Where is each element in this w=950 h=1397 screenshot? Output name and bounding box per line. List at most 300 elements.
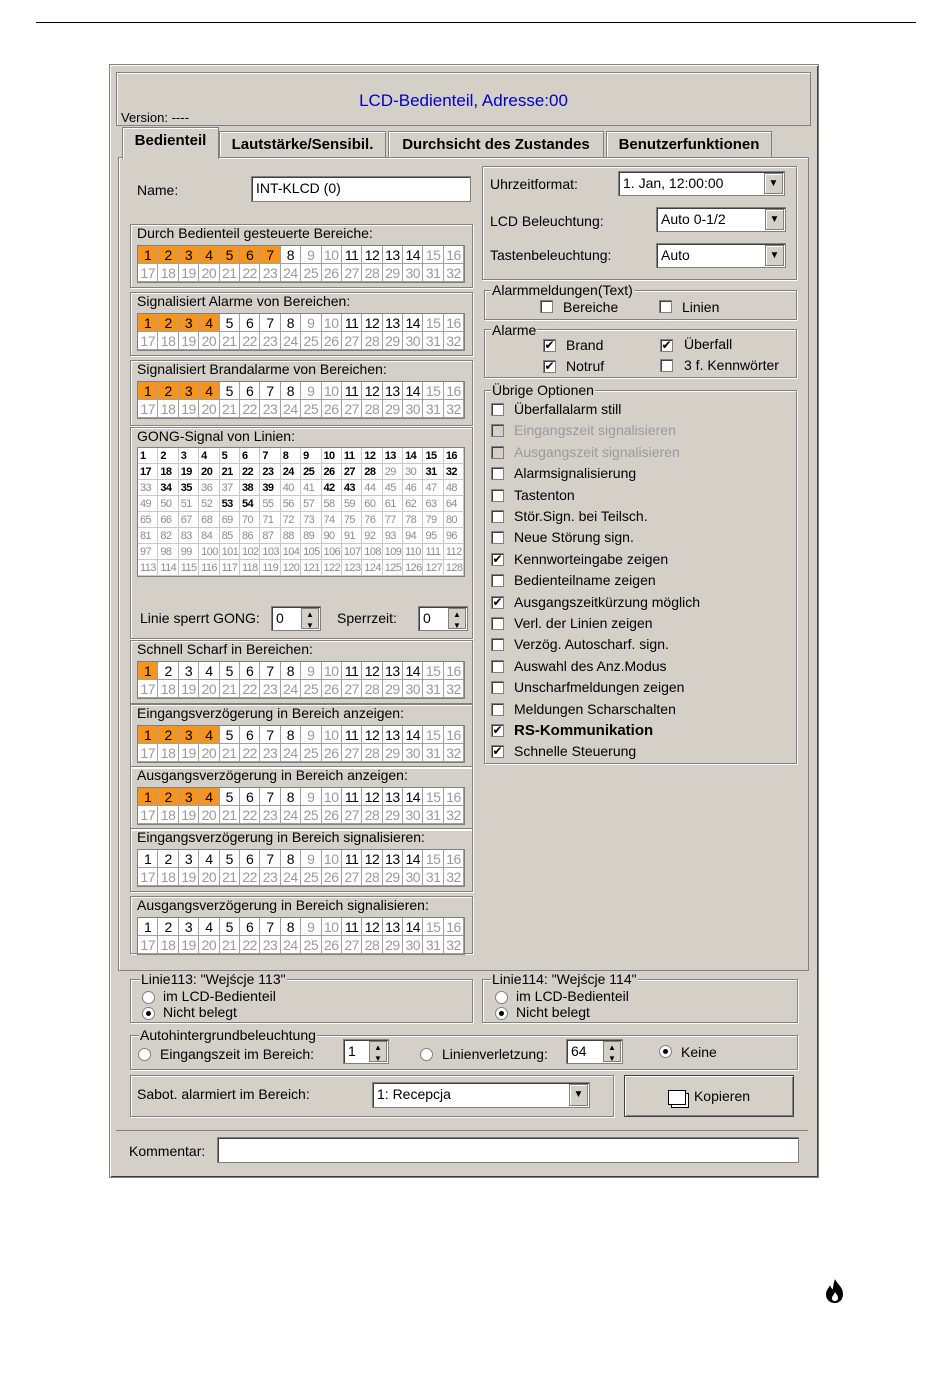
kennwoerter-checkbox[interactable] (660, 359, 673, 372)
area-cell[interactable]: 16 (444, 246, 464, 264)
gong-cell[interactable]: 59 (342, 496, 362, 512)
area-cell[interactable]: 30 (403, 936, 423, 954)
gong-cell[interactable]: 43 (342, 480, 362, 496)
gong-cell[interactable]: 80 (444, 512, 464, 528)
area-cell[interactable]: 31 (423, 332, 443, 350)
area-cell[interactable]: 20 (199, 264, 219, 282)
area-cell[interactable]: 25 (301, 744, 321, 762)
option-checkbox[interactable] (491, 703, 504, 716)
area-cell[interactable]: 6 (240, 382, 260, 400)
area-cell[interactable]: 21 (220, 868, 240, 886)
area-cell[interactable]: 32 (444, 400, 464, 418)
area-cell[interactable]: 31 (423, 400, 443, 418)
gong-cell[interactable]: 93 (383, 528, 403, 544)
gong-cell[interactable]: 83 (179, 528, 199, 544)
gong-cell[interactable]: 38 (240, 480, 260, 496)
option-checkbox[interactable]: ✔ (492, 744, 503, 759)
gong-cell[interactable]: 19 (179, 464, 199, 480)
gong-cell[interactable]: 110 (403, 544, 423, 560)
gong-cell[interactable]: 124 (364, 562, 381, 574)
gong-cell[interactable]: 65 (138, 512, 158, 528)
linie114-lcd-radio[interactable] (495, 991, 508, 1004)
option-checkbox[interactable] (491, 617, 504, 630)
area-cell[interactable]: 25 (301, 332, 321, 350)
linie113-lcd-radio[interactable] (142, 991, 155, 1004)
gong-cell[interactable]: 75 (342, 512, 362, 528)
area-cell[interactable]: 12 (362, 850, 382, 868)
area-cell[interactable]: 20 (199, 332, 219, 350)
area-cell[interactable]: 16 (444, 850, 464, 868)
area-cell[interactable]: 7 (260, 726, 280, 744)
area-cell[interactable]: 10 (322, 850, 342, 868)
area-cell[interactable]: 28 (362, 868, 382, 886)
gong-cell[interactable]: 94 (403, 528, 423, 544)
area-cell[interactable]: 11 (342, 726, 362, 744)
brand-checkbox[interactable]: ✔ (544, 338, 555, 352)
sperrzeit-spin[interactable]: ▲ ▼ (448, 608, 466, 629)
area-cell[interactable]: 5 (220, 918, 240, 936)
area-cell[interactable]: 6 (240, 918, 260, 936)
area-cell[interactable]: 28 (362, 264, 382, 282)
area-cell[interactable]: 2 (158, 662, 178, 680)
gong-cell[interactable]: 67 (179, 512, 199, 528)
gong-cell[interactable]: 78 (403, 512, 423, 528)
area-cell[interactable]: 21 (220, 806, 240, 824)
area-cell[interactable]: 18 (158, 806, 178, 824)
chevron-down-icon[interactable]: ▼ (765, 209, 784, 230)
tab-lautstaerke[interactable]: Lautstärke/Sensibil. (219, 131, 386, 158)
gong-cell[interactable]: 45 (383, 480, 403, 496)
area-cell[interactable]: 18 (158, 744, 178, 762)
linie-sperrt-spin[interactable]: ▲ ▼ (301, 608, 319, 629)
area-cell[interactable]: 24 (281, 744, 301, 762)
area-cell[interactable]: 11 (342, 246, 362, 264)
area-cell[interactable]: 18 (158, 868, 178, 886)
gong-cell[interactable]: 111 (423, 544, 443, 560)
area-cell[interactable]: 30 (403, 400, 423, 418)
gong-cell[interactable]: 34 (158, 480, 178, 496)
area-cell[interactable]: 31 (423, 744, 443, 762)
gong-cell[interactable]: 81 (138, 528, 158, 544)
area-cell[interactable]: 12 (362, 726, 382, 744)
option-checkbox[interactable]: ✔ (492, 551, 503, 566)
eingang-spin[interactable]: ▲ ▼ (369, 1041, 387, 1062)
area-cell[interactable]: 14 (403, 662, 423, 680)
area-cell[interactable]: 27 (342, 332, 362, 350)
area-cell[interactable]: 16 (444, 726, 464, 744)
gong-cell[interactable]: 33 (138, 480, 158, 496)
area-cell[interactable]: 19 (179, 868, 199, 886)
area-cell[interactable]: 22 (240, 264, 260, 282)
area-cell[interactable]: 2 (158, 850, 178, 868)
gong-cell[interactable]: 3 (179, 448, 199, 464)
area-cell[interactable]: 28 (362, 744, 382, 762)
area-cell[interactable]: 22 (240, 744, 260, 762)
area-cell[interactable]: 23 (260, 680, 280, 698)
gong-cell[interactable]: 22 (240, 464, 260, 480)
area-cell[interactable]: 9 (301, 726, 321, 744)
area-cell[interactable]: 19 (179, 744, 199, 762)
area-cell[interactable]: 21 (220, 936, 240, 954)
gong-cell[interactable]: 66 (158, 512, 178, 528)
area-cell[interactable]: 1 (138, 850, 158, 868)
gong-cell[interactable]: 31 (423, 464, 443, 480)
area-cell[interactable]: 3 (179, 314, 199, 332)
linien-radio[interactable] (420, 1048, 433, 1061)
gong-cell[interactable]: 82 (158, 528, 178, 544)
gong-cell[interactable]: 40 (281, 480, 301, 496)
tab-bedienteil[interactable]: Bedienteil (122, 127, 219, 159)
area-cell[interactable]: 3 (179, 246, 199, 264)
area-cell[interactable]: 1 (138, 314, 158, 332)
area-cell[interactable]: 8 (281, 662, 301, 680)
area-cell[interactable]: 7 (260, 246, 280, 264)
area-cell[interactable]: 5 (220, 382, 240, 400)
area-cell[interactable]: 17 (138, 806, 158, 824)
area-cell[interactable]: 21 (220, 744, 240, 762)
gong-cell[interactable]: 39 (260, 480, 280, 496)
option-checkbox[interactable] (491, 403, 504, 416)
tasten-select[interactable] (656, 243, 786, 268)
area-cell[interactable]: 1 (138, 246, 158, 264)
area-cell[interactable]: 3 (179, 382, 199, 400)
area-cell[interactable]: 18 (158, 936, 178, 954)
area-cell[interactable]: 18 (158, 264, 178, 282)
area-cell[interactable]: 16 (444, 918, 464, 936)
option-checkbox[interactable] (491, 446, 504, 459)
area-cell[interactable]: 20 (199, 806, 219, 824)
area-cell[interactable]: 16 (444, 662, 464, 680)
gong-cell[interactable]: 112 (444, 544, 464, 560)
area-cell[interactable]: 9 (301, 850, 321, 868)
gong-cell[interactable]: 12 (362, 448, 382, 464)
area-cell[interactable]: 15 (423, 246, 443, 264)
gong-cell[interactable]: 35 (179, 480, 199, 496)
area-cell[interactable]: 4 (199, 662, 219, 680)
area-cell[interactable]: 24 (281, 400, 301, 418)
area-cell[interactable]: 21 (220, 264, 240, 282)
gong-cell[interactable]: 125 (384, 562, 402, 574)
area-cell[interactable]: 19 (179, 680, 199, 698)
area-cell[interactable]: 22 (240, 680, 260, 698)
gong-cell[interactable]: 32 (444, 464, 464, 480)
area-cell[interactable]: 26 (322, 936, 342, 954)
gong-cell[interactable]: 61 (383, 496, 403, 512)
gong-cell[interactable]: 21 (220, 464, 240, 480)
area-cell[interactable]: 5 (220, 246, 240, 264)
gong-cell[interactable]: 100 (201, 546, 218, 558)
area-cell[interactable]: 10 (322, 662, 342, 680)
gong-cell[interactable]: 104 (282, 546, 300, 558)
area-cell[interactable]: 1 (138, 788, 158, 806)
gong-cell[interactable]: 30 (403, 464, 423, 480)
area-cell[interactable]: 17 (138, 332, 158, 350)
area-cell[interactable]: 23 (260, 868, 280, 886)
gong-cell[interactable]: 84 (199, 528, 219, 544)
tab-benutzerfunktionen[interactable]: Benutzerfunktionen (606, 131, 772, 158)
gong-cell[interactable]: 127 (425, 562, 443, 574)
area-cell[interactable]: 2 (158, 382, 178, 400)
gong-cell[interactable]: 102 (241, 546, 259, 558)
gong-cell[interactable]: 120 (282, 562, 300, 574)
gong-cell[interactable]: 106 (323, 546, 341, 558)
area-cell[interactable]: 11 (342, 918, 362, 936)
area-cell[interactable]: 30 (403, 680, 423, 698)
area-cell[interactable]: 26 (322, 744, 342, 762)
area-cell[interactable]: 8 (281, 788, 301, 806)
gong-cell[interactable]: 10 (322, 448, 342, 464)
area-cell[interactable]: 9 (301, 918, 321, 936)
gong-cell[interactable]: 60 (362, 496, 382, 512)
area-cell[interactable]: 14 (403, 726, 423, 744)
area-cell[interactable]: 8 (281, 246, 301, 264)
area-cell[interactable]: 23 (260, 332, 280, 350)
gong-cell[interactable]: 97 (138, 544, 158, 560)
uhrzeit-select[interactable] (618, 171, 785, 196)
area-cell[interactable]: 18 (158, 332, 178, 350)
area-cell[interactable]: 28 (362, 332, 382, 350)
gong-cell[interactable]: 16 (444, 448, 464, 464)
area-cell[interactable]: 15 (423, 850, 443, 868)
area-cell[interactable]: 32 (444, 868, 464, 886)
gong-cell[interactable]: 69 (220, 512, 240, 528)
gong-cell[interactable]: 11 (342, 448, 362, 464)
area-cell[interactable]: 8 (281, 918, 301, 936)
gong-cell[interactable]: 95 (423, 528, 443, 544)
area-cell[interactable]: 14 (403, 382, 423, 400)
gong-cell[interactable]: 14 (403, 448, 423, 464)
gong-cell[interactable]: 50 (158, 496, 178, 512)
area-cell[interactable]: 27 (342, 264, 362, 282)
option-checkbox[interactable] (491, 489, 504, 502)
gong-cell[interactable]: 26 (322, 464, 342, 480)
area-cell[interactable]: 10 (322, 314, 342, 332)
gong-cell[interactable]: 121 (303, 562, 320, 574)
area-cell[interactable]: 11 (342, 382, 362, 400)
area-cell[interactable]: 9 (301, 788, 321, 806)
area-cell[interactable]: 24 (281, 868, 301, 886)
gong-cell[interactable]: 6 (240, 448, 260, 464)
area-cell[interactable]: 13 (383, 918, 403, 936)
option-checkbox[interactable] (491, 510, 504, 523)
area-cell[interactable]: 31 (423, 806, 443, 824)
area-cell[interactable]: 27 (342, 400, 362, 418)
gong-cell[interactable]: 122 (323, 562, 341, 574)
area-cell[interactable]: 26 (322, 680, 342, 698)
option-checkbox[interactable] (491, 681, 504, 694)
area-cell[interactable]: 3 (179, 788, 199, 806)
gong-cell[interactable]: 74 (322, 512, 342, 528)
area-cell[interactable]: 21 (220, 680, 240, 698)
chevron-down-icon[interactable]: ▼ (569, 1084, 588, 1106)
gong-cell[interactable]: 44 (362, 480, 382, 496)
area-cell[interactable]: 22 (240, 936, 260, 954)
area-cell[interactable]: 3 (179, 662, 199, 680)
tab-durchsicht[interactable]: Durchsicht des Zustandes (388, 131, 604, 158)
area-cell[interactable]: 24 (281, 806, 301, 824)
sabot-select[interactable] (372, 1082, 590, 1108)
area-cell[interactable]: 14 (403, 918, 423, 936)
area-cell[interactable]: 32 (444, 936, 464, 954)
gong-cell[interactable]: 86 (240, 528, 260, 544)
option-checkbox[interactable] (491, 424, 504, 437)
area-cell[interactable]: 10 (322, 382, 342, 400)
gong-cell[interactable]: 91 (342, 528, 362, 544)
area-cell[interactable]: 25 (301, 868, 321, 886)
area-cell[interactable]: 24 (281, 680, 301, 698)
gong-cell[interactable]: 18 (158, 464, 178, 480)
area-cell[interactable]: 29 (383, 936, 403, 954)
area-cell[interactable]: 32 (444, 744, 464, 762)
area-cell[interactable]: 26 (322, 332, 342, 350)
gong-cell[interactable]: 41 (301, 480, 321, 496)
area-cell[interactable]: 4 (199, 726, 219, 744)
area-cell[interactable]: 7 (260, 382, 280, 400)
gong-cell[interactable]: 63 (423, 496, 443, 512)
area-cell[interactable]: 28 (362, 400, 382, 418)
area-cell[interactable]: 17 (138, 868, 158, 886)
area-cell[interactable]: 13 (383, 726, 403, 744)
area-cell[interactable]: 16 (444, 788, 464, 806)
area-cell[interactable]: 10 (322, 918, 342, 936)
area-cell[interactable]: 31 (423, 868, 443, 886)
option-checkbox[interactable]: ✔ (492, 723, 503, 737)
area-cell[interactable]: 13 (383, 314, 403, 332)
sperrzeit-input[interactable] (418, 606, 468, 631)
area-cell[interactable]: 2 (158, 246, 178, 264)
area-cell[interactable]: 29 (383, 400, 403, 418)
area-cell[interactable]: 7 (260, 314, 280, 332)
gong-cell[interactable]: 27 (342, 464, 362, 480)
area-cell[interactable]: 23 (260, 936, 280, 954)
area-cell[interactable]: 2 (158, 918, 178, 936)
area-cell[interactable]: 19 (179, 400, 199, 418)
gong-cell[interactable]: 76 (362, 512, 382, 528)
gong-cell[interactable]: 72 (281, 512, 301, 528)
bereiche-checkbox[interactable] (540, 300, 553, 313)
area-cell[interactable]: 20 (199, 744, 219, 762)
area-cell[interactable]: 29 (383, 680, 403, 698)
gong-cell[interactable]: 117 (220, 560, 240, 576)
option-checkbox[interactable] (491, 467, 504, 480)
area-cell[interactable]: 25 (301, 936, 321, 954)
area-cell[interactable]: 29 (383, 264, 403, 282)
gong-cell[interactable]: 70 (240, 512, 260, 528)
area-cell[interactable]: 31 (423, 264, 443, 282)
area-cell[interactable]: 31 (423, 936, 443, 954)
area-cell[interactable]: 26 (322, 264, 342, 282)
gong-cell[interactable]: 123 (343, 562, 361, 574)
gong-cell[interactable]: 107 (343, 546, 361, 558)
area-cell[interactable]: 14 (403, 314, 423, 332)
gong-cell[interactable]: 25 (301, 464, 321, 480)
gong-cell[interactable]: 79 (423, 512, 443, 528)
area-cell[interactable]: 5 (220, 726, 240, 744)
linien-verletzung-spin[interactable]: ▲ ▼ (603, 1041, 621, 1062)
area-cell[interactable]: 15 (423, 726, 443, 744)
gong-cell[interactable]: 116 (199, 560, 219, 576)
area-cell[interactable]: 27 (342, 868, 362, 886)
gong-cell[interactable]: 109 (384, 546, 402, 558)
area-cell[interactable]: 19 (179, 264, 199, 282)
gong-cell[interactable]: 96 (444, 528, 464, 544)
kommentar-input[interactable] (217, 1137, 799, 1163)
area-cell[interactable]: 8 (281, 726, 301, 744)
gong-cell[interactable]: 114 (158, 560, 178, 576)
area-cell[interactable]: 3 (179, 918, 199, 936)
eingang-input[interactable] (343, 1039, 389, 1064)
option-checkbox[interactable] (491, 574, 504, 587)
area-cell[interactable]: 29 (383, 868, 403, 886)
name-input[interactable]: INT-KLCD (0) (251, 176, 471, 202)
area-cell[interactable]: 23 (260, 264, 280, 282)
area-cell[interactable]: 12 (362, 662, 382, 680)
area-cell[interactable]: 23 (260, 744, 280, 762)
gong-cell[interactable]: 118 (240, 560, 260, 576)
lcd-select[interactable] (656, 207, 786, 232)
gong-cell[interactable]: 55 (260, 496, 280, 512)
gong-cell[interactable]: 88 (281, 528, 301, 544)
gong-cell[interactable]: 8 (281, 448, 301, 464)
area-cell[interactable]: 29 (383, 332, 403, 350)
gong-cell[interactable]: 47 (423, 480, 443, 496)
area-cell[interactable]: 15 (423, 662, 443, 680)
area-cell[interactable]: 9 (301, 662, 321, 680)
linien-verletzung-input[interactable] (566, 1039, 623, 1064)
gong-cell[interactable]: 128 (445, 562, 463, 574)
area-cell[interactable]: 17 (138, 744, 158, 762)
area-cell[interactable]: 32 (444, 264, 464, 282)
area-cell[interactable]: 6 (240, 850, 260, 868)
area-cell[interactable]: 2 (158, 314, 178, 332)
gong-cell[interactable]: 89 (301, 528, 321, 544)
area-cell[interactable]: 15 (423, 314, 443, 332)
area-cell[interactable]: 13 (383, 246, 403, 264)
area-cell[interactable]: 26 (322, 868, 342, 886)
area-cell[interactable]: 11 (342, 662, 362, 680)
gong-cell[interactable]: 115 (179, 560, 199, 576)
gong-cell[interactable]: 15 (423, 448, 443, 464)
area-cell[interactable]: 20 (199, 680, 219, 698)
area-cell[interactable]: 1 (138, 382, 158, 400)
area-cell[interactable]: 26 (322, 400, 342, 418)
area-cell[interactable]: 14 (403, 246, 423, 264)
area-cell[interactable]: 4 (199, 314, 219, 332)
option-checkbox[interactable] (491, 638, 504, 651)
area-cell[interactable]: 9 (301, 382, 321, 400)
gong-cell[interactable]: 52 (199, 496, 219, 512)
area-cell[interactable]: 10 (322, 726, 342, 744)
option-checkbox[interactable] (491, 531, 504, 544)
area-cell[interactable]: 9 (301, 314, 321, 332)
area-cell[interactable]: 12 (362, 382, 382, 400)
linien-checkbox[interactable] (659, 300, 672, 313)
gong-cell[interactable]: 28 (362, 464, 382, 480)
area-cell[interactable]: 16 (444, 382, 464, 400)
area-cell[interactable]: 28 (362, 806, 382, 824)
area-cell[interactable]: 2 (158, 726, 178, 744)
area-cell[interactable]: 9 (301, 246, 321, 264)
area-cell[interactable]: 32 (444, 806, 464, 824)
area-cell[interactable]: 17 (138, 264, 158, 282)
area-cell[interactable]: 23 (260, 400, 280, 418)
area-cell[interactable]: 30 (403, 806, 423, 824)
area-cell[interactable]: 1 (138, 918, 158, 936)
gong-cell[interactable]: 1 (138, 448, 158, 464)
area-cell[interactable]: 30 (403, 264, 423, 282)
area-cell[interactable]: 12 (362, 314, 382, 332)
gong-cell[interactable]: 20 (199, 464, 219, 480)
